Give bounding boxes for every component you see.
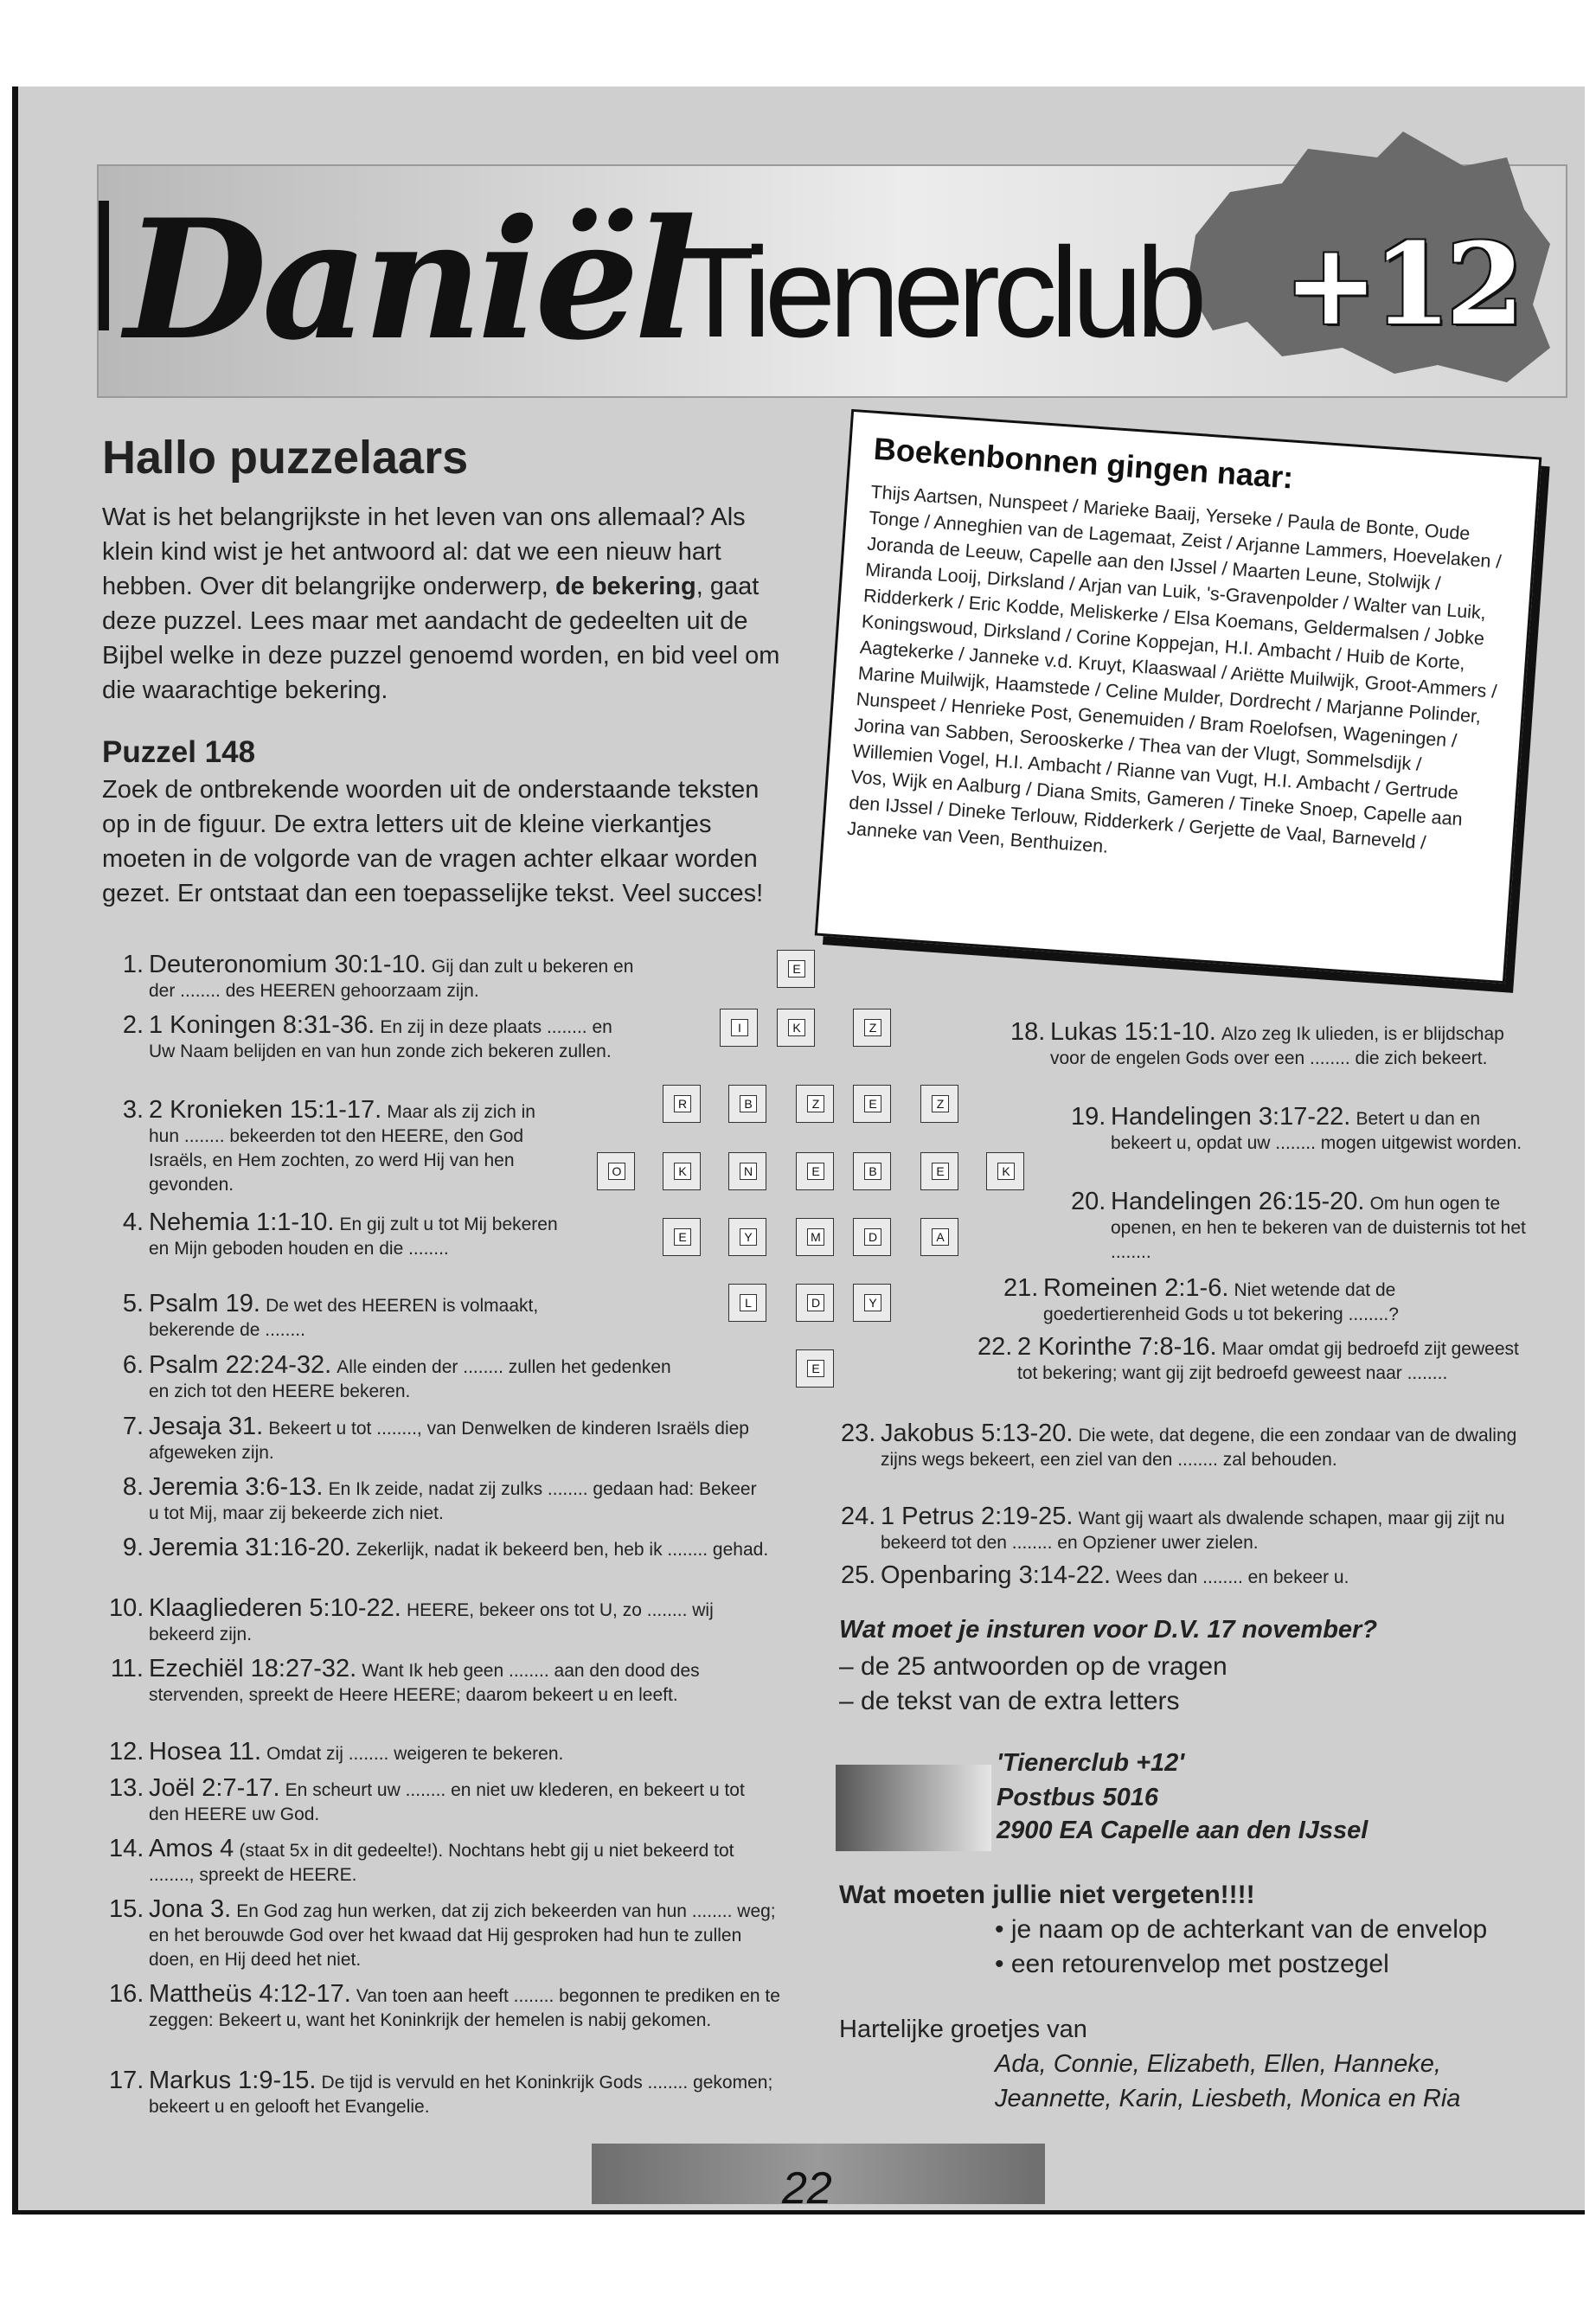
question-text: Wees dan ........ en bekeer u. [1116, 1567, 1349, 1587]
grid-letter: E [788, 960, 805, 977]
grid-letter: D [807, 1294, 824, 1311]
grid-cell[interactable] [796, 1152, 834, 1190]
question-text: Alle einden der ........ zullen het gedenken en zich tot den HEERE bekeren. [149, 1357, 671, 1401]
question [1010, 1018, 1535, 1070]
grid-letter: R [674, 1095, 691, 1112]
question-ref: 1 Koningen 8:31-36. [149, 1011, 375, 1039]
question [977, 1333, 1528, 1385]
question-text: En gij zult u tot Mij bekeren en Mijn geboden houden en die ........ [149, 1215, 558, 1259]
question [122, 1534, 772, 1561]
grid-cell[interactable] [853, 1284, 891, 1322]
grid-letter: E [807, 1163, 824, 1180]
greeting-intro: Hartelijke groetjes van [839, 2016, 1087, 2043]
grid-cell[interactable] [728, 1218, 766, 1256]
question-text: De tijd is vervuld en het Koninkrijk Gods ........ gekomen; bekeert u en gelooft het Evangelie. [149, 2073, 773, 2117]
grid-letter: E [932, 1163, 949, 1180]
intro-text-2: , gaat deze puzzel. Lees maar met aandacht de gedeelten uit de Bijbel welke in deze puzzel genoemd worden, en bid veel om die waarachtige bekering. [102, 573, 780, 704]
question-number: 20. [1071, 1188, 1106, 1215]
question [122, 1096, 547, 1196]
grid-cell[interactable] [796, 1218, 834, 1256]
grid-cell[interactable] [777, 950, 815, 988]
banner-bar [99, 201, 109, 330]
question-number: 7. [122, 1413, 144, 1440]
grid-cell[interactable] [597, 1152, 635, 1190]
grid-letter: E [674, 1228, 691, 1246]
question-number: 16. [109, 1980, 144, 2008]
grid-letter: D [864, 1228, 881, 1246]
question-number: 9. [122, 1534, 144, 1561]
winners-text: Thijs Aartsen, Nunspeet / Marieke Baaij, Yerseke / Paula de Bonte, Oude Tonge / Anneghien van de Lagemaat, Zeist / Arjanne Lammers, Hoevelaken / Joranda de Leeuw, Capelle aan den IJssel / Maarten Leune, Stolwijk / Miranda Looij, Dirksland / Arjan van Luik, 's-Gravenpolder / Walter van Luik, Ridderkerk / Eric Kodde, Meliskerke / Elsa Koemans, Geldermalsen / Jobke Koningswoud, Dirksland / Corine Koppejan, H.I. Ambacht / Huib de Korte, Aagtekerke / Janneke v.d. Kruyt, Klaaswaal / Ariëtte Muilwijk, Groot-Ammers / Marine Muilwijk, Haamstede / Celine Mulder, Dordrecht / Marjanne Polinder, Nunspeet / Henrieke Post, Genemuiden / Bram Roelofsen, Wageningen / Jorina van Sabben, Serooskerke / Thea van der Vlugt, Sommelsdijk / Willemien Vogel, H.I. Ambacht / Rianne van Vugt, H.I. Ambacht / Gertrude Vos, Wijk en Aalburg / Diana Smits, Gameren / Tineke Snoep, Capelle aan den IJssel / Dineke Terlouw, Ridderkerk / Gerjette de Vaal, Barneveld / Janneke van Veen, Benthuizen. [846, 481, 1503, 857]
intro-text-bold: de bekering [554, 573, 696, 600]
question-number: 8. [122, 1473, 144, 1501]
instructions-heading: Wat moet je insturen voor D.V. 17 november? [839, 1616, 1378, 1644]
grid-cell[interactable] [777, 1009, 815, 1047]
question [122, 1473, 772, 1525]
question [1071, 1188, 1535, 1264]
grid-cell[interactable] [920, 1152, 958, 1190]
question-text: Niet wetende dat de goedertierenheid Gods u tot bekering ........? [1043, 1280, 1399, 1324]
question [122, 951, 659, 1003]
question [122, 1351, 685, 1403]
question [1071, 1103, 1535, 1155]
grid-cell[interactable] [853, 1085, 891, 1123]
question-number: 24. [841, 1503, 876, 1530]
question-ref: Markus 1:9-15. [149, 2067, 317, 2094]
greeting-names: Ada, Connie, Elizabeth, Ellen, Hanneke, [995, 2050, 1441, 2078]
question-ref: 2 Korinthe 7:8-16. [1017, 1333, 1217, 1361]
question-ref: Jakobus 5:13-20. [881, 1420, 1074, 1447]
question-ref: Hosea 11. [149, 1738, 262, 1766]
plus-badge: +12 [1284, 218, 1519, 350]
question-ref: Romeinen 2:1-6. [1043, 1274, 1229, 1302]
question-text: De wet des HEEREN is volmaakt, bekerende de ........ [149, 1296, 539, 1340]
question-number: 6. [122, 1351, 144, 1379]
address-bar [836, 1765, 991, 1851]
grid-letter: Z [932, 1095, 949, 1112]
question-number: 1. [122, 951, 144, 978]
question-text: Alzo zeg Ik ulieden, is er blijdschap voor de engelen Gods over een ........ die zich bekeert. [1050, 1024, 1504, 1068]
grid-cell[interactable] [986, 1152, 1024, 1190]
question-number: 12. [109, 1738, 144, 1766]
page-number: 22 [782, 2163, 832, 2214]
grid-letter: I [731, 1019, 748, 1036]
question-ref: Psalm 22:24-32. [149, 1351, 332, 1379]
grid-letter: A [932, 1228, 949, 1246]
question-ref: Lukas 15:1-10. [1050, 1018, 1216, 1046]
grid-cell[interactable] [853, 1009, 891, 1047]
question-number: 23. [841, 1420, 876, 1447]
question-text: En Ik zeide, nadat zij zulks ........ gedaan had: Bekeer u tot Mij, maar zij bekeerde zich niet. [149, 1479, 757, 1523]
grid-letter: K [674, 1163, 691, 1180]
question-ref: 1 Petrus 2:19-25. [881, 1503, 1074, 1530]
reminder-item: • je naam op de achterkant van de envelop [995, 1915, 1488, 1944]
grid-letter: Y [740, 1228, 757, 1246]
logo-club: Tienerclub [676, 221, 1201, 364]
grid-cell[interactable] [663, 1152, 701, 1190]
grid-letter: E [864, 1095, 881, 1112]
question-number: 21. [1003, 1274, 1039, 1302]
winners-heading: Boekenbonnen gingen naar: [872, 430, 1295, 496]
grid-cell[interactable] [728, 1152, 766, 1190]
question-ref: Joël 2:7-17. [149, 1774, 280, 1802]
question [841, 1420, 1531, 1471]
grid-letter: E [807, 1360, 824, 1377]
question-text: Die wete, dat degene, die een zondaar van de dwaling zijns wegs bekeert, een ziel van den ........ zal behouden. [881, 1426, 1517, 1470]
question-number: 25. [841, 1561, 876, 1589]
grid-cell[interactable] [663, 1085, 701, 1123]
question-text: Bekeert u tot ........, van Denwelken de kinderen Israëls diep afgeweken zijn. [149, 1419, 749, 1463]
grid-cell[interactable] [796, 1349, 834, 1388]
question [1003, 1274, 1528, 1326]
puzzle-title: Puzzel 148 [102, 735, 256, 769]
question [109, 1980, 780, 2032]
grid-letter: B [740, 1095, 757, 1112]
question-text: Zekerlijk, nadat ik bekeerd ben, heb ik ........ gehad. [356, 1540, 769, 1560]
question [109, 1835, 772, 1887]
grid-letter: Z [807, 1095, 824, 1112]
question [841, 1503, 1531, 1554]
grid-letter: M [807, 1228, 824, 1246]
question-ref: Jeremia 3:6-13. [149, 1473, 324, 1501]
address-line: Postbus 5016 [997, 1784, 1158, 1811]
grid-letter: B [864, 1163, 881, 1180]
question-ref: Openbaring 3:14-22. [881, 1561, 1112, 1589]
question-ref: Klaagliederen 5:10-22. [149, 1594, 401, 1622]
grid-cell[interactable] [796, 1284, 834, 1322]
question-text: En God zag hun werken, dat zij zich bekeerden van hun ........ weg; en het berouwde God over het kwaad dat Hij gesproken had hun te zullen doen, en Hij deed het niet. [149, 1901, 776, 1970]
question [122, 1413, 772, 1465]
question [122, 1208, 564, 1260]
question [109, 1895, 789, 1971]
question-ref: Jeremia 31:16-20. [149, 1534, 351, 1561]
question-number: 5. [122, 1290, 144, 1317]
question-number: 19. [1071, 1103, 1106, 1131]
question-text: (staat 5x in dit gedeelte!). Nochtans hebt gij u niet bekeerd tot ........, spreekt de HEERE. [149, 1841, 734, 1885]
reminder-heading: Wat moeten jullie niet vergeten!!!! [839, 1881, 1255, 1909]
question [122, 1290, 599, 1342]
question-number: 3. [122, 1096, 144, 1124]
question-ref: Handelingen 3:17-22. [1111, 1103, 1351, 1131]
question-text: Om hun ogen te openen, en hen te bekeren van de duisternis tot het ........ [1111, 1194, 1526, 1262]
grid-letter: O [608, 1163, 625, 1180]
question-number: 2. [122, 1011, 144, 1039]
question [110, 1655, 772, 1707]
question-text: Van toen aan heeft ........ begonnen te prediken en te zeggen: Bekeert u, want het Koninkrijk der hemelen is nabij gekomen. [149, 1986, 780, 2030]
question-ref: Jona 3. [149, 1895, 232, 1923]
winners-box [815, 409, 1542, 984]
question-ref: Handelingen 26:15-20. [1111, 1188, 1365, 1215]
instructions-item: – de 25 antwoorden op de vragen [839, 1652, 1227, 1681]
grid-letter: L [740, 1294, 757, 1311]
question-text: HEERE, bekeer ons tot U, zo ........ wij bekeerd zijn. [149, 1600, 714, 1644]
grid-cell[interactable] [728, 1284, 766, 1322]
question [109, 1774, 772, 1826]
question-number: 18. [1010, 1018, 1046, 1046]
question-number: 11. [110, 1655, 144, 1682]
question [109, 1594, 772, 1646]
question-text: En zij in deze plaats ........ en Uw Naam belijden en van hun zonde zich bekeren zullen. [149, 1017, 612, 1061]
grid-cell[interactable] [796, 1085, 834, 1123]
grid-letter: N [740, 1163, 757, 1180]
question-ref: Nehemia 1:1-10. [149, 1208, 335, 1236]
question-number: 15. [109, 1895, 144, 1923]
grid-letter: Y [864, 1294, 881, 1311]
grid-letter: K [788, 1019, 805, 1036]
question-ref: Jesaja 31. [149, 1413, 264, 1440]
question-number: 4. [122, 1208, 144, 1236]
grid-cell[interactable] [853, 1218, 891, 1256]
question-text: Gij dan zult u bekeren en der ........ des HEEREN gehoorzaam zijn. [149, 957, 634, 1001]
grid-cell[interactable] [920, 1085, 958, 1123]
address-line: 2900 EA Capelle aan den IJssel [997, 1817, 1368, 1844]
logo-script: Daniël [125, 183, 692, 376]
question [841, 1561, 1531, 1589]
question-text: Want gij waart als dwalende schapen, maar gij zijt nu bekeerd tot den ........ en Opziener uwer zielen. [881, 1509, 1505, 1553]
question [109, 1738, 772, 1766]
grid-cell[interactable] [720, 1009, 758, 1047]
question-ref: Psalm 19. [149, 1290, 260, 1317]
question-number: 22. [977, 1333, 1013, 1361]
question-number: 10. [109, 1594, 144, 1622]
question-number: 17. [109, 2067, 144, 2094]
question-text: Betert u dan en bekeert u, opdat uw ........ mogen uitgewist worden. [1111, 1109, 1522, 1153]
grid-cell[interactable] [728, 1085, 766, 1123]
question-ref: Deuteronomium 30:1-10. [149, 951, 426, 978]
reminder-item: • een retourenvelop met postzegel [995, 1950, 1389, 1978]
question-ref: Ezechiël 18:27-32. [149, 1655, 357, 1682]
question-text: Omdat zij ........ weigeren te bekeren. [266, 1744, 564, 1764]
question-ref: Mattheüs 4:12-17. [149, 1980, 351, 2008]
grid-cell[interactable] [920, 1218, 958, 1256]
question-ref: Amos 4 [149, 1835, 234, 1862]
grid-cell[interactable] [853, 1152, 891, 1190]
question [109, 2067, 780, 2118]
grid-letter: Z [864, 1019, 881, 1036]
address-line: 'Tienerclub +12' [997, 1749, 1185, 1777]
instructions-item: – de tekst van de extra letters [839, 1687, 1180, 1715]
question-number: 14. [109, 1835, 144, 1862]
question [122, 1011, 616, 1063]
question-text: Maar omdat gij bedroefd zijt geweest tot bekering; want gij zijt bedroefd geweest naar ........ [1017, 1339, 1519, 1383]
page-title: Hallo puzzelaars [102, 432, 469, 484]
grid-letter: K [997, 1163, 1015, 1180]
question-text: Want Ik heb geen ........ aan den dood des stervenden, spreekt de Heere HEERE; daarom bekeert u en leeft. [149, 1661, 700, 1705]
puzzle-intro: Zoek de ontbrekende woorden uit de onderstaande teksten op in de figuur. De extra letters uit de kleine vierkantjes moeten in de volgorde van de vragen achter elkaar worden gezet. Er ontstaat dan een toepasselijke tekst. Veel succes! [102, 776, 764, 907]
intro-text [102, 500, 794, 708]
intro-text-1: Wat is het belangrijkste in het leven van ons allemaal? Als klein kind wist je het antwoord al: dat we een nieuw hart hebben. Over dit belangrijke onderwerp, [102, 503, 746, 600]
question-text: En scheurt uw ........ en niet uw klederen, en bekeert u tot den HEERE uw God. [149, 1780, 745, 1824]
question-ref: 2 Kronieken 15:1-17. [149, 1096, 382, 1124]
header-banner [97, 164, 1567, 398]
greeting-names: Jeannette, Karin, Liesbeth, Monica en Ria [995, 2085, 1461, 2112]
question-text: Maar als zij zich in hun ........ bekeerden tot den HEERE, den God Israëls, en Hem zochten, zo werd Hij van hen gevonden. [149, 1102, 535, 1195]
grid-cell[interactable] [663, 1218, 701, 1256]
question-number: 13. [109, 1774, 144, 1802]
